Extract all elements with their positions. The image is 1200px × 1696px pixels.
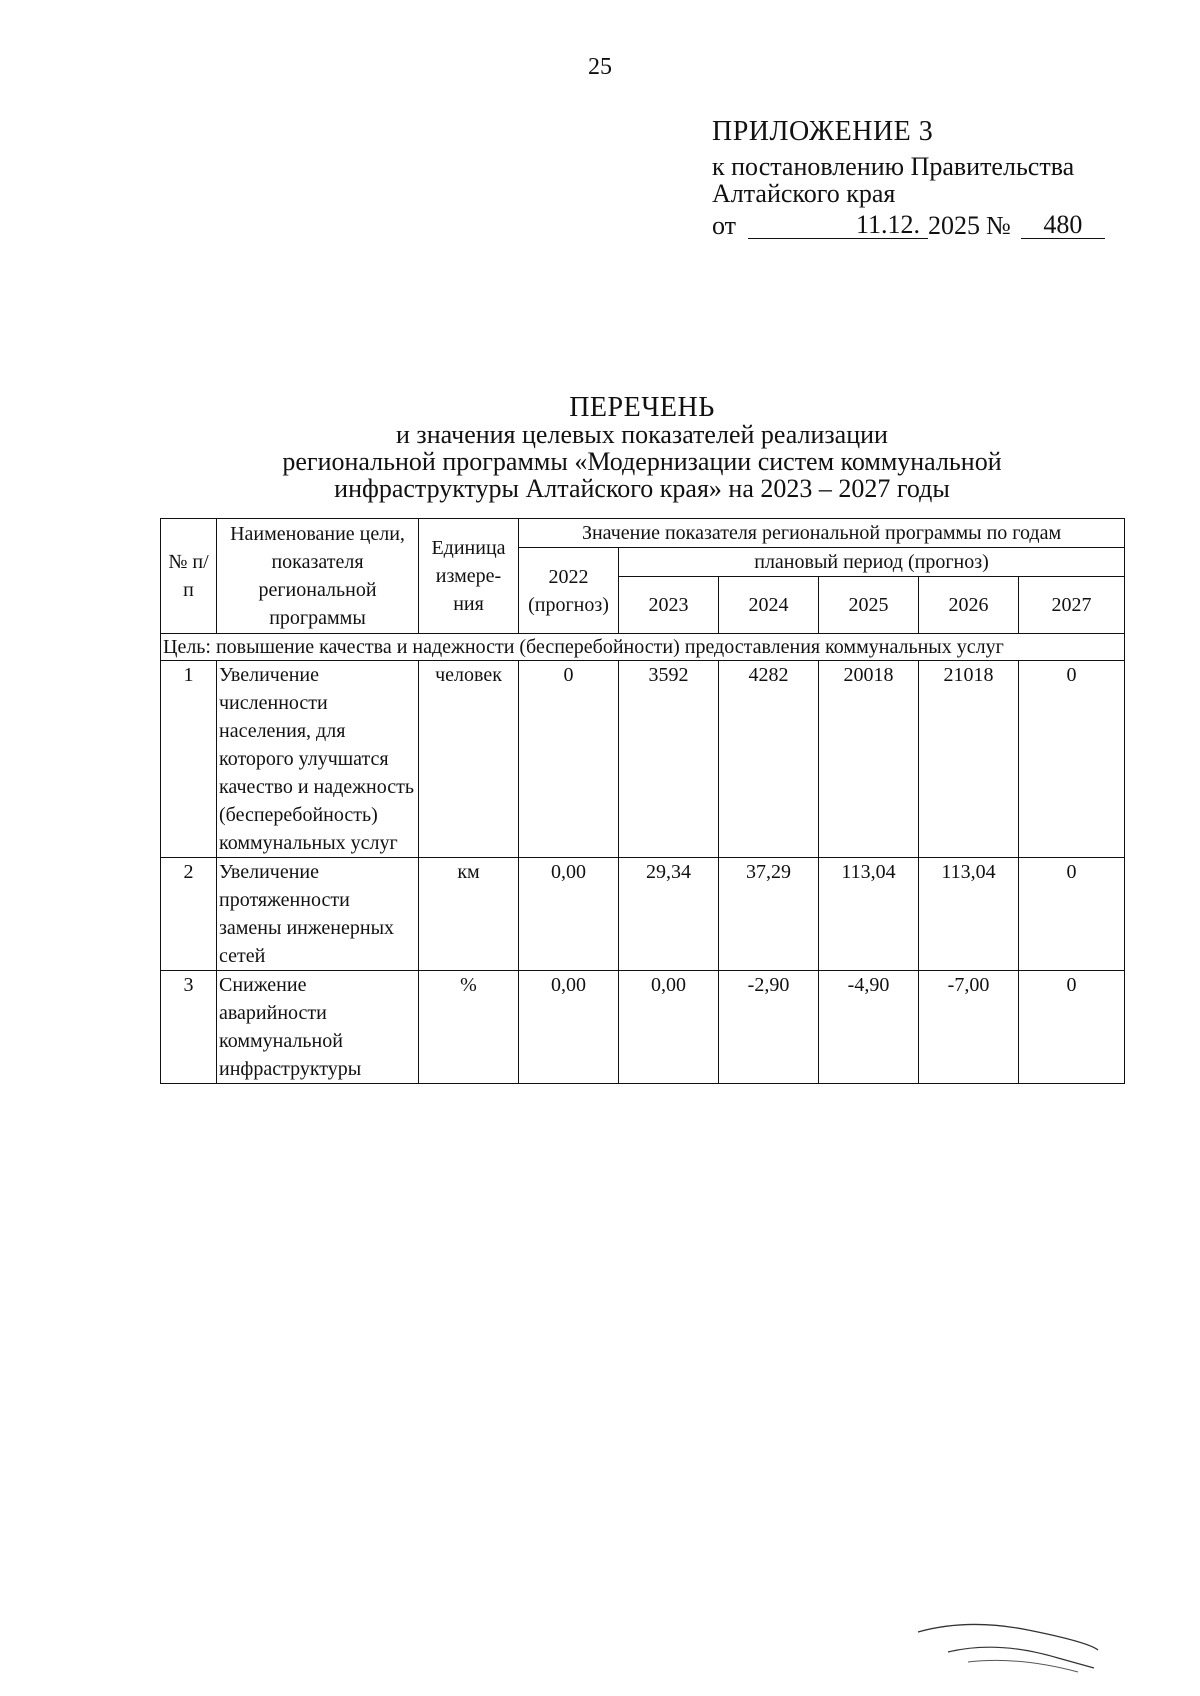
header-name: Наименование цели, показателя региональной программы bbox=[217, 519, 419, 634]
page-number: 25 bbox=[588, 54, 612, 80]
goal-text: Цель: повышение качества и надежности (бесперебойности) предоставления коммунальных услуг bbox=[161, 634, 1125, 661]
row-2024: 37,29 bbox=[719, 858, 819, 971]
from-label: от bbox=[712, 211, 737, 240]
row-base: 0 bbox=[519, 661, 619, 858]
header-unit: Единица измере-ния bbox=[419, 519, 519, 634]
indicators-table bbox=[160, 518, 1125, 1084]
number-value: 480 bbox=[1021, 211, 1105, 239]
row-2023: 0,00 bbox=[619, 971, 719, 1084]
row-2025: 20018 bbox=[819, 661, 919, 858]
row-base: 0,00 bbox=[519, 971, 619, 1084]
appendix-line-2: Алтайского края bbox=[712, 179, 896, 208]
appendix-line-1: к постановлению Правительства bbox=[712, 152, 1075, 181]
row-2027: 0 bbox=[1019, 858, 1125, 971]
date-value: 11.12. bbox=[748, 211, 928, 239]
row-2023: 3592 bbox=[619, 661, 719, 858]
header-base-year: 2022 (прогноз) bbox=[519, 548, 619, 634]
header-year: 2025 bbox=[819, 577, 919, 634]
row-name: Снижение аварийности коммунальной инфраструктуры bbox=[217, 971, 419, 1084]
row-2027: 0 bbox=[1019, 971, 1125, 1084]
row-name: Увеличение численности населения, для которого улучшатся качество и надежность (бесперебойность) коммунальных услуг bbox=[217, 661, 419, 858]
row-2024: 4282 bbox=[719, 661, 819, 858]
appendix-block bbox=[712, 118, 1132, 239]
appendix-date-line bbox=[712, 211, 1132, 239]
row-unit: км bbox=[419, 858, 519, 971]
row-num: 2 bbox=[161, 858, 217, 971]
row-unit: % bbox=[419, 971, 519, 1084]
row-base: 0,00 bbox=[519, 858, 619, 971]
goal-row bbox=[161, 634, 1125, 661]
row-name: Увеличение протяженности замены инженерных сетей bbox=[217, 858, 419, 971]
row-2026: -7,00 bbox=[919, 971, 1019, 1084]
header-year: 2027 bbox=[1019, 577, 1125, 634]
header-year: 2026 bbox=[919, 577, 1019, 634]
header-year: 2024 bbox=[719, 577, 819, 634]
title-line-2: региональной программы «Модернизации систем коммунальной bbox=[282, 447, 1002, 476]
header-values-group: Значение показателя региональной программы по годам bbox=[519, 519, 1125, 548]
row-num: 3 bbox=[161, 971, 217, 1084]
appendix-heading: ПРИЛОЖЕНИЕ 3 bbox=[712, 116, 934, 147]
number-sign: № bbox=[986, 211, 1011, 240]
row-2025: -4,90 bbox=[819, 971, 919, 1084]
title-line-1: и значения целевых показателей реализации bbox=[396, 420, 888, 449]
table-row bbox=[161, 858, 1125, 971]
row-2025: 113,04 bbox=[819, 858, 919, 971]
row-2023: 29,34 bbox=[619, 858, 719, 971]
document-title bbox=[0, 394, 1200, 502]
row-2027: 0 bbox=[1019, 661, 1125, 858]
header-num: № п/п bbox=[161, 519, 217, 634]
header-plan-period: плановый период (прогноз) bbox=[619, 548, 1125, 577]
row-2026: 113,04 bbox=[919, 858, 1019, 971]
title-line-3: инфраструктуры Алтайского края» на 2023 – 2027 годы bbox=[334, 474, 950, 503]
title-main: ПЕРЕЧЕНЬ bbox=[569, 392, 715, 423]
row-2026: 21018 bbox=[919, 661, 1019, 858]
row-2024: -2,90 bbox=[719, 971, 819, 1084]
table-row bbox=[161, 971, 1125, 1084]
year-value: 2025 bbox=[928, 211, 981, 240]
header-year: 2023 bbox=[619, 577, 719, 634]
row-unit: человек bbox=[419, 661, 519, 858]
row-num: 1 bbox=[161, 661, 217, 858]
table-row bbox=[161, 661, 1125, 858]
signature-mark bbox=[908, 1610, 1108, 1680]
header-row-1 bbox=[161, 519, 1125, 548]
